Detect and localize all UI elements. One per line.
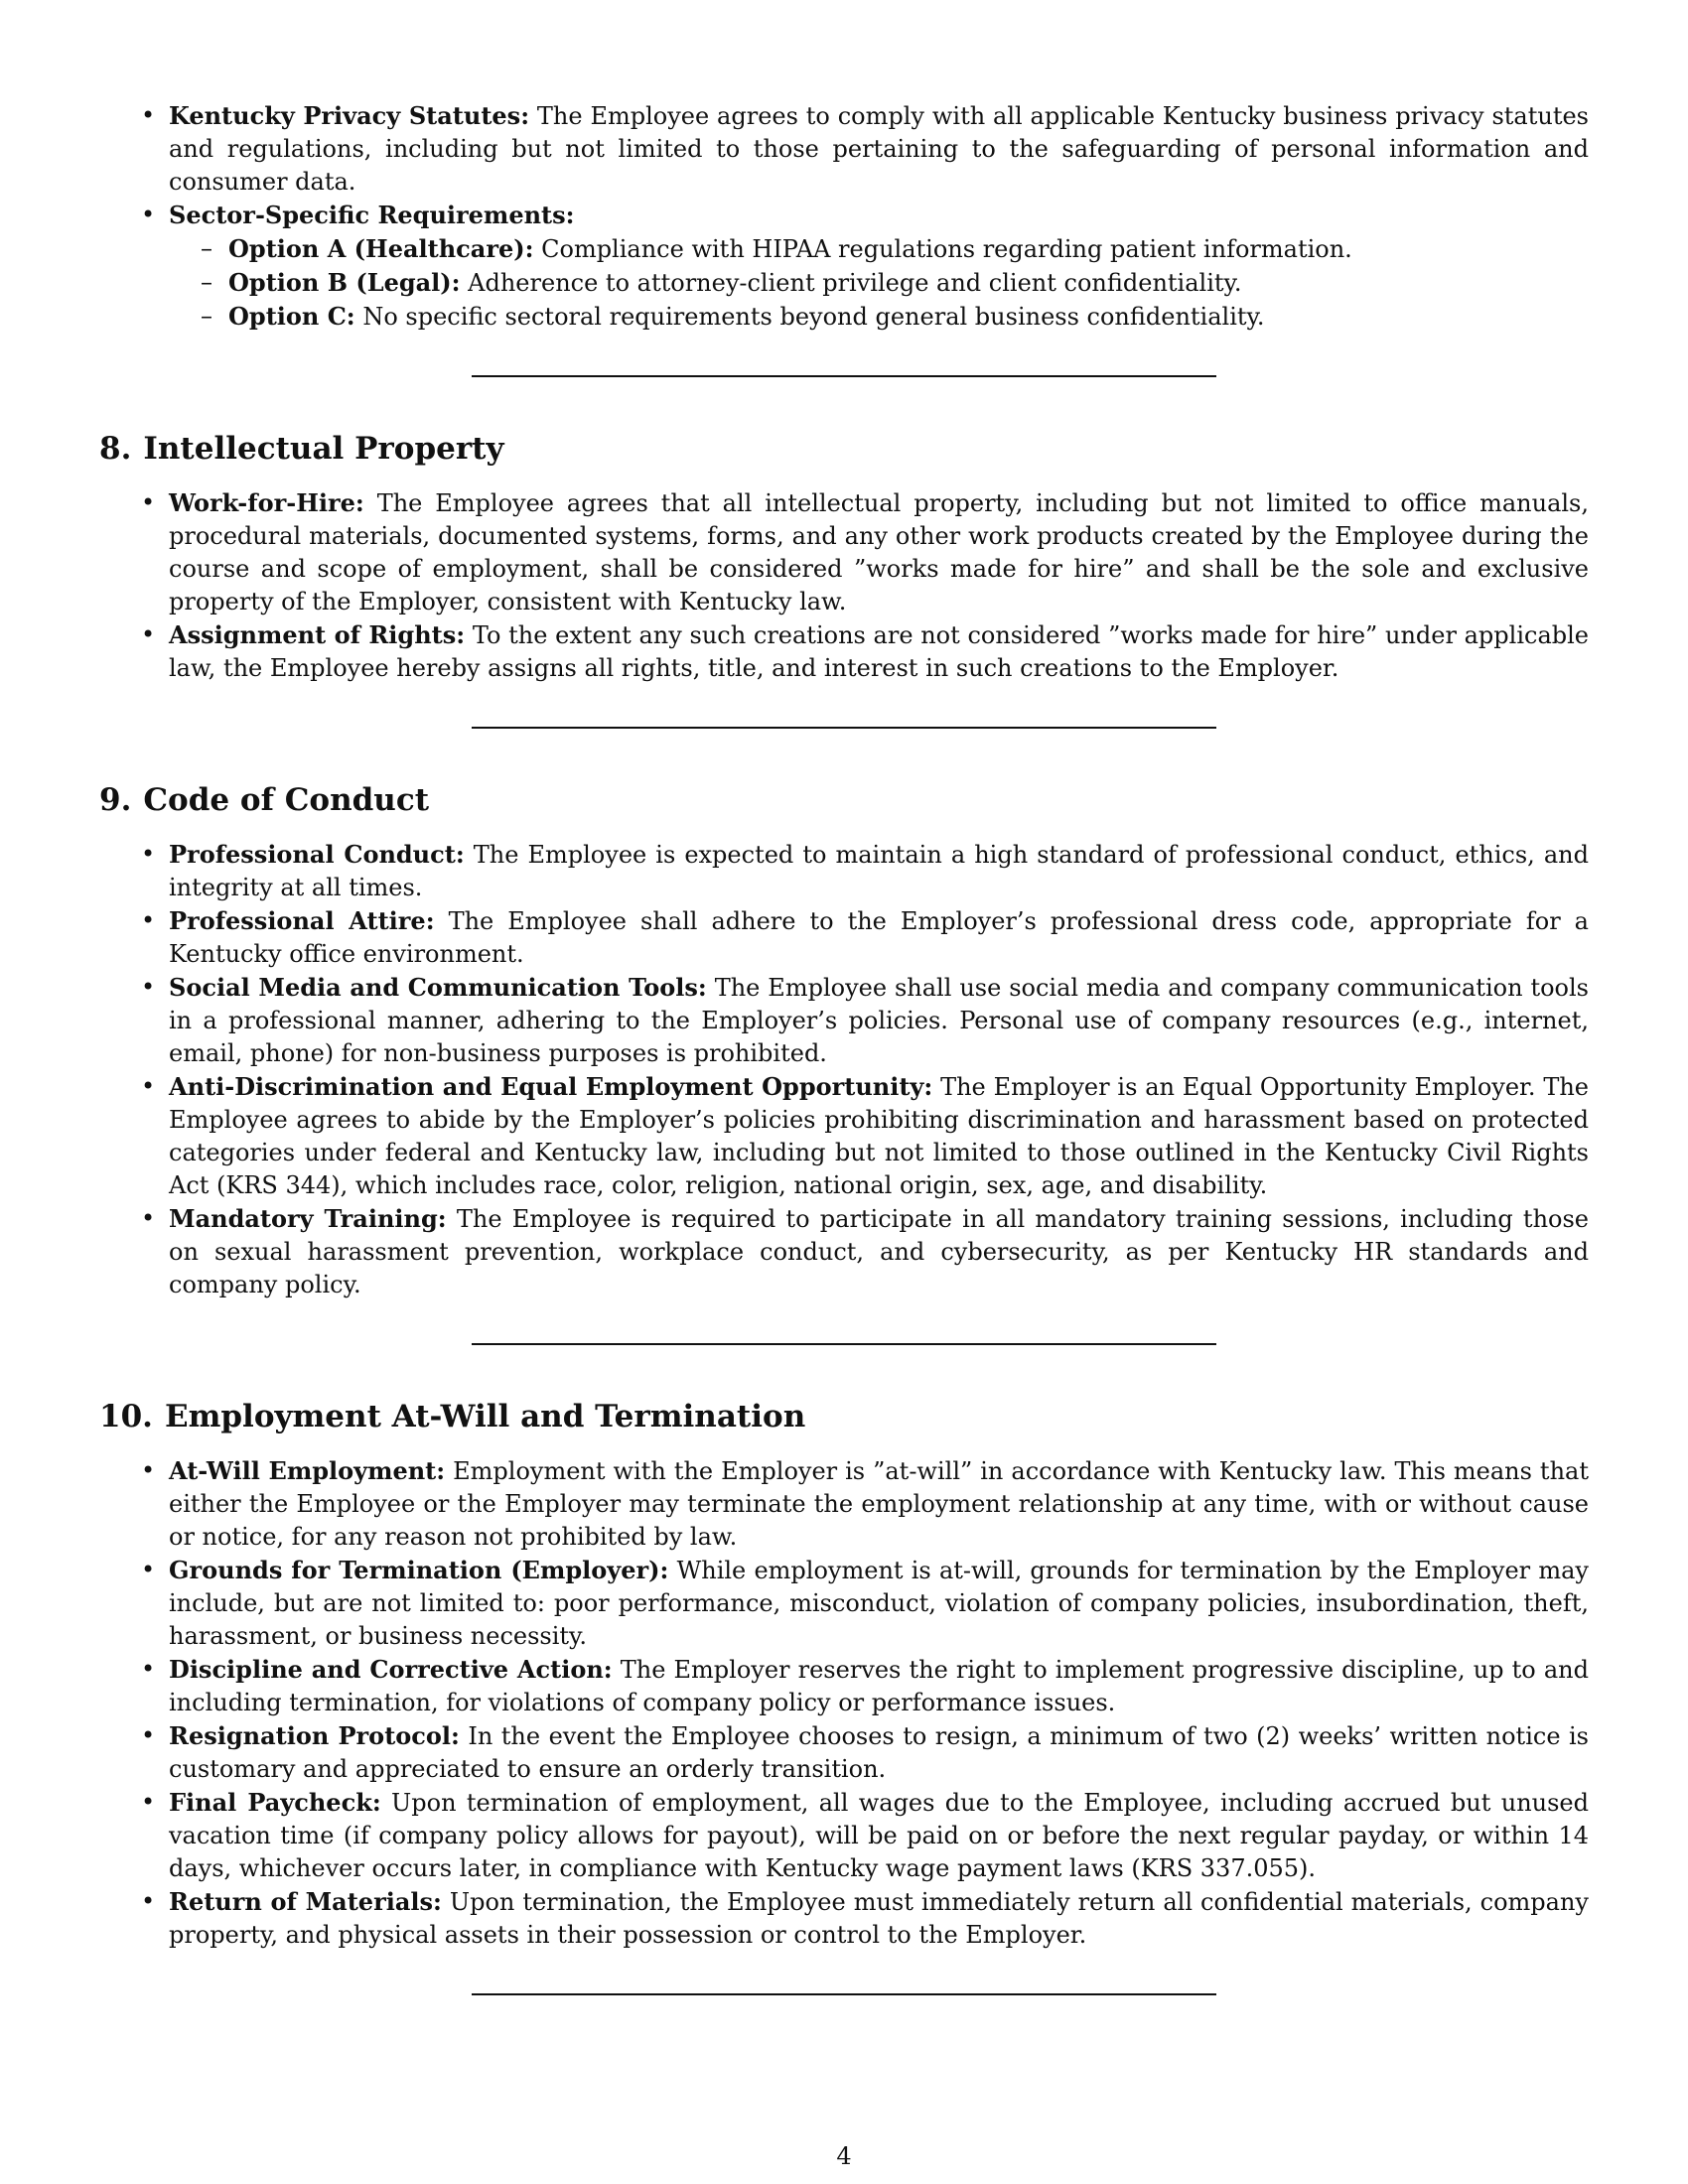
list-item [99,1070,1589,1202]
section-title: Intellectual Property [143,431,504,467]
section-heading [99,780,1589,820]
item-text: The Employee agrees that all intellectual property, including but not limited to office manuals, procedural materials, documented systems, forms, and any other work products created by the Employee during the course and scope of employment, shall be considered ”works made for hire” and shall be the sole and exclusive property of the Employer, consistent with Kentucky law. [169,489,1589,615]
list-item [99,99,1589,199]
section-number: 9. [99,782,132,818]
item-text: The Employee shall use social media and company communication tools in a professional manner, adhering to the Employer’s policies. Personal use of company resources (e.g., internet, email, phone) for non-business purposes is prohibited. [169,974,1589,1067]
item-term: Work-for-Hire: [169,488,364,517]
section-heading [99,1397,1589,1436]
list-item [99,904,1589,971]
item-text: The Employee shall adhere to the Employer’s professional dress code, appropriate for a Kentucky office environment. [169,907,1589,968]
section-number: 8. [99,431,132,467]
item-term: Kentucky Privacy Statutes: [169,101,530,130]
sub-list-item [169,266,1589,300]
item-term: Social Media and Communication Tools: [169,973,707,1002]
item-text: The Employee is required to participate in all mandatory training sessions, including those on sexual harassment prevention, workplace conduct, and cybersecurity, as per Kentucky HR standards and company policy. [169,1205,1590,1298]
item-term: At-Will Employment: [169,1456,446,1485]
section-divider [472,375,1216,377]
item-term: Sector-Specific Requirements: [169,201,575,229]
item-term: Mandatory Training: [169,1204,447,1233]
intro-list [99,99,1589,334]
sub-item-text: Adherence to attorney-client privilege and client confidentiality. [468,269,1242,297]
sub-list-item [169,300,1589,334]
item-term: Return of Materials: [169,1887,442,1916]
item-text: To the extent any such creations are not considered ”works made for hire” under applicable law, the Employee hereby assigns all rights, title, and interest in such creations to the Employer. [169,621,1590,682]
sub-item-text: No specific sectoral requirements beyond general business confidentiality. [362,303,1265,331]
sub-item-text: Compliance with HIPAA regulations regarding patient information. [541,235,1352,263]
list-item [99,1554,1589,1653]
sub-list [169,232,1589,334]
list-item [99,199,1589,334]
section-list [99,1454,1589,1952]
section-divider [472,1343,1216,1345]
section-list [99,486,1589,685]
section-list [99,838,1589,1301]
list-item [99,1454,1589,1554]
item-text: The Employee agrees to comply with all applicable Kentucky business privacy statutes and regulations, including but not limited to those pertaining to the safeguarding of personal information and consumer data. [169,102,1589,196]
section-title: Employment At-Will and Termination [164,1399,806,1434]
section-divider [472,1993,1216,1995]
list-item [99,1786,1589,1885]
item-text: Employment with the Employer is ”at-will” in accordance with Kentucky law. This means that either the Employee or the Employer may terminate the employment relationship at any time, with or without cause or notice, for any reason not prohibited by law. [169,1457,1589,1551]
list-item [99,1719,1589,1786]
item-term: Anti-Discrimination and Equal Employment Opportunity: [169,1072,933,1101]
section-number: 10. [99,1399,153,1434]
list-item [99,618,1589,685]
sub-list-item [169,232,1589,266]
section-title: Code of Conduct [143,782,430,818]
item-term: Grounds for Termination (Employer): [169,1556,669,1584]
list-item [99,1653,1589,1719]
list-item [99,971,1589,1070]
list-item [99,1202,1589,1301]
item-term: Professional Conduct: [169,840,465,869]
item-term: Assignment of Rights: [169,620,466,649]
section-divider [472,727,1216,729]
list-item [99,486,1589,618]
section-heading [99,429,1589,469]
item-text: In the event the Employee chooses to resign, a minimum of two (2) weeks’ written notice is customary and appreciated to ensure an orderly transition. [169,1722,1589,1783]
item-text: The Employer reserves the right to implement progressive discipline, up to and including termination, for violations of company policy or performance issues. [169,1656,1589,1716]
item-term: Professional Attire: [169,906,435,935]
item-term: Final Paycheck: [169,1788,381,1817]
item-text: Upon termination of employment, all wages due to the Employee, including accrued but unused vacation time (if company policy allows for payout), will be paid on or before the next regular payday, or within 14 days, whichever occurs later, in compliance with Kentucky wage payment laws (KRS 337.055). [169,1789,1589,1882]
item-text: While employment is at-will, grounds for termination by the Employer may include, but are not limited to: poor performance, misconduct, violation of company policies, insubordination, theft, harassment, or business necessity. [169,1557,1589,1650]
list-item [99,1885,1589,1952]
list-item [99,838,1589,904]
item-term: Resignation Protocol: [169,1721,460,1750]
sub-item-term: Option B (Legal): [228,268,461,297]
item-text: The Employer is an Equal Opportunity Employer. The Employee agrees to abide by the Employer’s policies prohibiting discrimination and harassment based on protected categories under federal and Kentucky law, including but not limited to those outlined in the Kentucky Civil Rights Act (KRS 344), which includes race, color, religion, national origin, sex, age, and disability. [169,1073,1590,1199]
page-number: 4 [836,2142,852,2170]
item-term: Discipline and Corrective Action: [169,1655,613,1684]
sub-item-term: Option A (Healthcare): [228,234,534,263]
item-text: The Employee is expected to maintain a high standard of professional conduct, ethics, and integrity at all times. [169,841,1589,901]
document-page [99,99,1589,1995]
item-text: Upon termination, the Employee must immediately return all confidential materials, company property, and physical assets in their possession or control to the Employer. [169,1888,1589,1949]
sub-item-term: Option C: [228,302,355,331]
